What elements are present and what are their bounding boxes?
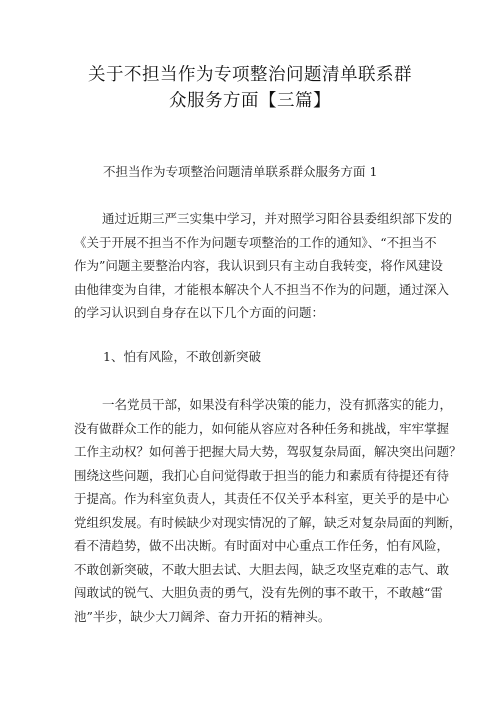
- paragraph-line: 工作主动权？如何善于把握大局大势，驾驭复杂局面，解决突出问题？: [74, 444, 462, 459]
- title-line: 关于不担当作为专项整治问题清单联系群: [88, 65, 412, 85]
- title-line: 众服务方面【三篇】: [169, 91, 331, 111]
- paragraph-line: 通过近期三严三实集中学习，并对照学习阳谷县委组织部下发的: [102, 211, 453, 226]
- paragraph-line: 由他律变为自律，才能根本解决个人不担当不作为的问题，通过深入: [74, 281, 450, 297]
- paragraph-line: 一名党员干部，如果没有科学决策的能力，没有抓落实的能力，: [102, 397, 453, 412]
- section-subtitle: 不担当作为专项整治问题清单联系群众服务方面 1: [103, 164, 378, 179]
- paragraph-line: 闯敢试的锐气、大胆负责的勇气，没有先例的事不敢干，不敢越“雷: [74, 585, 443, 600]
- paragraph-line: 党组织发展。有时候缺少对现实情况的了解，缺乏对复杂局面的判断，: [74, 514, 462, 530]
- paragraph-intro: [74, 207, 453, 325]
- document-title: [60, 62, 440, 114]
- paragraph-line: 不敢创新突破，不敢大胆去试、大胆去闯，缺乏攻坚克难的志气、敢: [74, 561, 450, 577]
- paragraph-line: 池”半步，缺少大刀阔斧、奋力开拓的精神头。: [74, 608, 331, 624]
- paragraph-body: [74, 393, 462, 628]
- paragraph-line: 于提高。作为科室负责人，其责任不仅关乎本科室，更关乎的是中心: [74, 491, 450, 506]
- paragraph-line: 作为”问题主要整治内容，我认识到只有主动自我转变，将作风建设: [74, 258, 443, 273]
- paragraph-line: 围绕这些问题，我扪心自问觉得敢于担当的能力和素质有待提还有待: [74, 467, 450, 483]
- paragraph-line: 没有做群众工作的能力，如何能从容应对各种任务和挑战，牢牢掌握: [74, 420, 450, 436]
- paragraph-line: 的学习认识到自身存在以下几个方面的问题：: [74, 305, 325, 320]
- section-heading: 1、怕有风险，不敢创新突破: [103, 349, 261, 364]
- paragraph-line: 看不清趋势，做不出决断。有时面对中心重点工作任务，怕有风险，: [74, 538, 450, 553]
- paragraph-line: 《关于开展不担当不作为问题专项整治的工作的通知》、“不担当不: [74, 234, 437, 250]
